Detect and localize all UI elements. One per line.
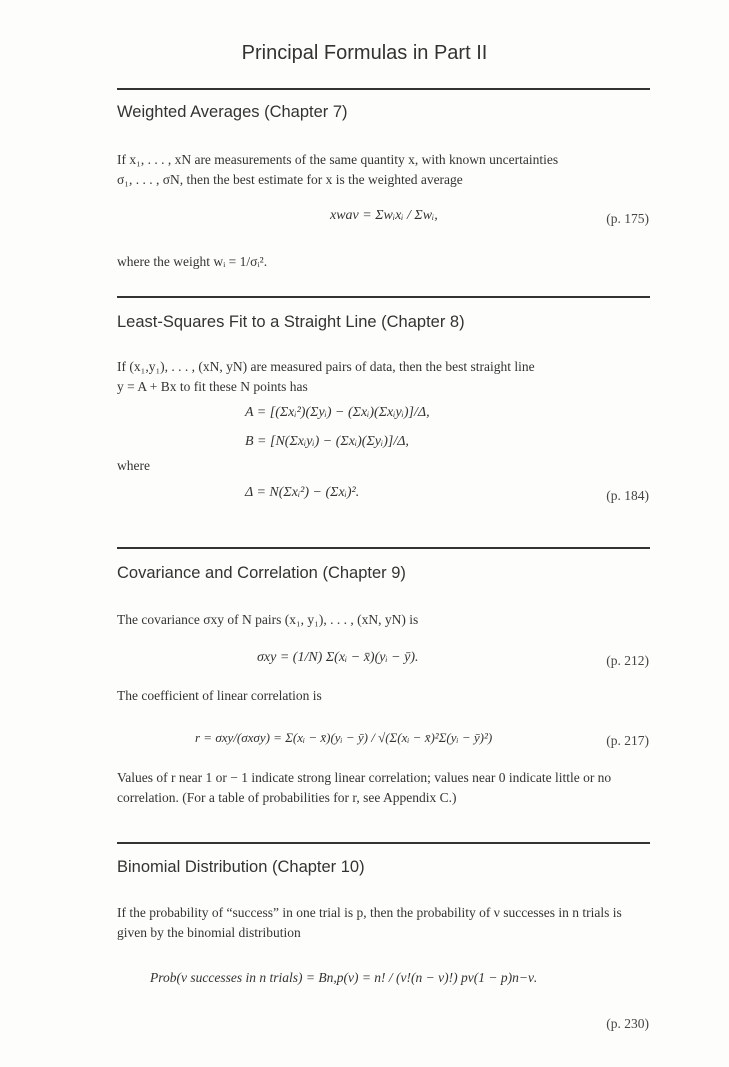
binomial-intro: If the probability of “success” in one trial is p, then the probability of ν successes in n trials is given by the binomial distribution	[117, 905, 622, 940]
covariance-intro: The covariance σxy of N pairs (x₁, y₁), . . . , (xN, yN) is	[117, 612, 419, 627]
binomial-formula: Prob(ν successes in n trials) = Bn,p(ν) = n! / (ν!(n − ν)!) pν(1 − p)n−ν.	[150, 970, 538, 985]
page-ref-175: (p. 175)	[606, 211, 649, 226]
least-squares-intro-line1: If (x₁,y₁), . . . , (xN, yN) are measured pairs of data, then the best straight line	[117, 359, 535, 374]
weighted-intro-line2: σ₁, . . . , σN, then the best estimate for x is the weighted average	[117, 172, 463, 187]
section-heading-weighted-averages: Weighted Averages (Chapter 7)	[117, 103, 348, 121]
section-heading-binomial: Binomial Distribution (Chapter 10)	[117, 858, 365, 876]
page-title: Principal Formulas in Part II	[241, 42, 488, 64]
where-label: where	[117, 458, 150, 473]
section-heading-covariance: Covariance and Correlation (Chapter 9)	[117, 564, 406, 582]
correlation-formula: r = σxy/(σxσy) = Σ(xᵢ − x̄)(yᵢ − ȳ) / √(Σ(xᵢ − x̄)²Σ(yᵢ − ȳ)²)	[195, 730, 493, 745]
page-ref-184: (p. 184)	[606, 488, 649, 503]
least-squares-intro-line2: y = A + Bx to fit these N points has	[117, 379, 308, 394]
page-ref-212: (p. 212)	[606, 653, 649, 668]
formula-B: B = [N(Σxᵢyᵢ) − (Σxᵢ)(Σyᵢ)]/Δ,	[245, 434, 409, 449]
weighted-average-formula: xwav = Σwᵢxᵢ / Σwᵢ,	[330, 208, 438, 223]
page-ref-230: (p. 230)	[606, 1016, 649, 1031]
weighted-intro-line1: If x₁, . . . , xN are measurements of the same quantity x, with known uncertainties	[117, 152, 559, 167]
divider	[117, 296, 650, 298]
covariance-formula: σxy = (1/N) Σ(xᵢ − x̄)(yᵢ − ȳ).	[257, 650, 419, 665]
section-heading-least-squares: Least-Squares Fit to a Straight Line (Chapter 8)	[117, 313, 465, 331]
divider	[117, 547, 650, 549]
divider	[117, 88, 650, 90]
formula-delta: Δ = N(Σxᵢ²) − (Σxᵢ)².	[245, 485, 360, 500]
correlation-note: Values of r near 1 or − 1 indicate strong linear correlation; values near 0 indicate little or no correlation. (For a table of probabilities for r, see Appendix C.)	[117, 770, 612, 805]
formula-A: A = [(Σxᵢ²)(Σyᵢ) − (Σxᵢ)(Σxᵢyᵢ)]/Δ,	[245, 405, 430, 420]
weighted-footer: where the weight wᵢ = 1/σᵢ².	[117, 254, 268, 269]
divider	[117, 842, 650, 844]
correlation-intro: The coefficient of linear correlation is	[117, 688, 322, 703]
page-ref-217: (p. 217)	[606, 733, 649, 748]
